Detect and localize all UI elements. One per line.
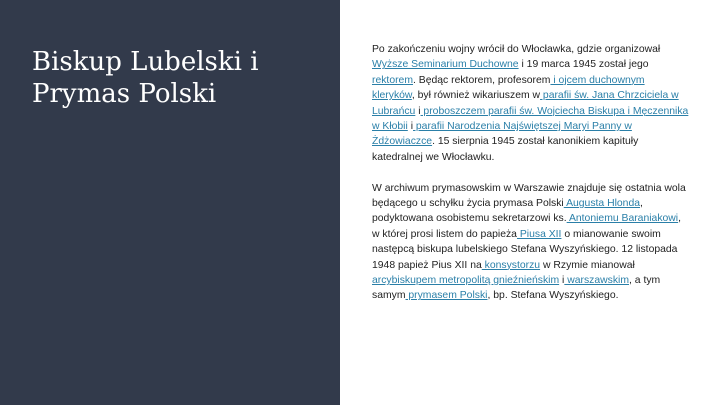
paragraph-text: o mianowanie swoim następcą biskupa lubelskiego Stefana Wyszyńskiego. 12 listopada 1948 papież Pius XII na bbox=[372, 228, 678, 271]
paragraph-text: W archiwum prymasowskim w Warszawie znajduje się ostatnia wola będącego u schyłku życia prymasa Polski bbox=[372, 182, 686, 210]
link-parafia-zdzowiaczka[interactable]: parafii Narodzenia Najświętszej Maryi Panny w Żdżowiaczce bbox=[372, 121, 632, 148]
paragraph-text: i 19 marca 1945 został jego bbox=[518, 59, 649, 71]
title-line-1: Biskup Lubelski i bbox=[32, 47, 259, 77]
link-warszawski[interactable]: warszawskim bbox=[564, 275, 629, 287]
paragraph-text: , a tym samym bbox=[372, 275, 661, 302]
link-pius-xii[interactable]: Piusa XII bbox=[516, 228, 562, 240]
link-konsystorz[interactable]: konsystorzu bbox=[481, 259, 541, 271]
paragraph-text: , bp. Stefana Wyszyńskiego. bbox=[487, 290, 619, 302]
link-proboszcz-klobia[interactable]: proboszczem parafii św. Wojciecha Biskupa i Męczennika w Kłobii bbox=[372, 105, 689, 133]
link-rektor[interactable]: rektorem bbox=[372, 74, 413, 86]
paragraph-1 bbox=[372, 42, 690, 165]
left-title-panel bbox=[0, 0, 340, 405]
body-text bbox=[372, 42, 690, 319]
link-ojciec-duchowny[interactable]: i ojcem duchownym kleryków bbox=[372, 74, 645, 102]
paragraph-text: , podyktowana osobistemu sekretarzowi ks. bbox=[372, 198, 643, 225]
paragraph-2 bbox=[372, 181, 690, 304]
paragraph-text: i bbox=[407, 121, 414, 133]
paragraph-text: . 15 sierpnia 1945 został kanonikiem kapituły katedralnej we Włocławku. bbox=[372, 136, 639, 163]
title-line-2: Prymas Polski bbox=[32, 79, 217, 109]
link-august-hlond[interactable]: Augusta Hlonda bbox=[563, 198, 641, 210]
paragraph-text: i bbox=[415, 105, 421, 117]
paragraph-text: , w której prosi listem do papieża bbox=[372, 213, 682, 240]
paragraph-text: w Rzymie mianował bbox=[540, 259, 635, 271]
link-wyzsze-seminarium[interactable]: Wyższe Seminarium Duchowne bbox=[372, 59, 519, 71]
paragraph-text: i bbox=[559, 275, 565, 287]
link-antoni-baraniak[interactable]: Antoniemu Baraniakowi bbox=[566, 213, 679, 225]
link-parafia-lubraniec[interactable]: parafii św. Jana Chrzciciela w Lubrańcu bbox=[372, 90, 679, 117]
slide-title bbox=[32, 46, 322, 110]
paragraph-text: . Będąc rektorem, profesorem bbox=[413, 74, 551, 86]
paragraph-text: Po zakończeniu wojny wrócił do Włocławka, gdzie organizował bbox=[372, 44, 661, 55]
link-prymas-polski[interactable]: prymasem Polski bbox=[405, 290, 488, 302]
paragraph-text: , był również wikariuszem w bbox=[411, 90, 541, 102]
link-arcybiskup-gnieznienski[interactable]: arcybiskupem metropolitą gnieźnieńskim bbox=[372, 275, 560, 287]
